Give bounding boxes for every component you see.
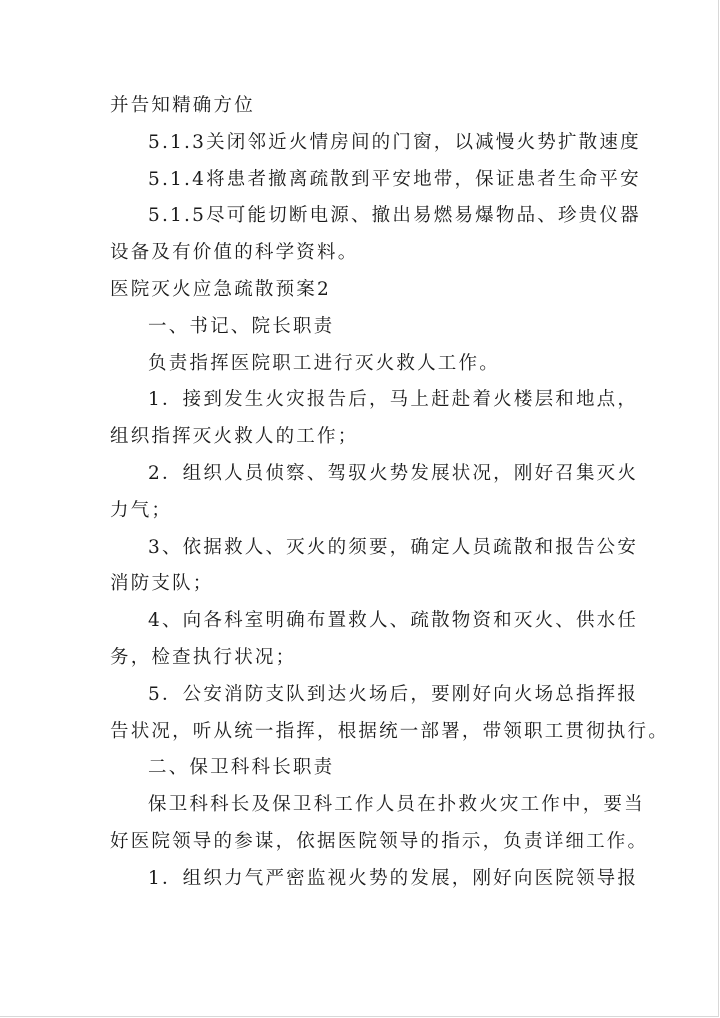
document-body xyxy=(110,88,669,898)
heading-secretary-duties: 一、书记、院长职责 xyxy=(148,315,335,337)
text-line: 务，检查执行状况； xyxy=(110,646,297,668)
text-line: 1．接到发生火灾报告后，马上赶赴着火楼层和地点， xyxy=(148,389,639,411)
text-line: 消防支队； xyxy=(110,573,214,595)
text-line: 设备及有价值的科学资料。 xyxy=(110,242,359,264)
text-line: 好医院领导的参谋，依据医院领导的指示，负责详细工作。 xyxy=(110,830,649,852)
text-line: 5.1.4将患者撤离疏散到平安地带，保证患者生命平安 xyxy=(148,168,641,190)
text-line: 力气； xyxy=(110,499,173,521)
text-line: 告状况，听从统一指挥，根据统一部署，带领职工贯彻执行。 xyxy=(110,720,669,742)
text-line: 5.1.3关闭邻近火情房间的门窗，以减慢火势扩散速度 xyxy=(148,131,641,153)
text-line: 4、向各科室明确布置救人、疏散物资和灭火、供水任 xyxy=(148,610,639,632)
text-line: 2．组织人员侦察、驾驭火势发展状况，刚好召集灭火 xyxy=(148,462,639,484)
text-line: 1．组织力气严密监视火势的发展，刚好向医院领导报 xyxy=(148,867,639,889)
text-line: 并告知精确方位 xyxy=(110,95,255,116)
section-title: 医院灭火应急疏散预案2 xyxy=(110,278,331,300)
text-line: 保卫科科长及保卫科工作人员在扑救火灾工作中，要当 xyxy=(148,794,645,816)
text-line: 5．公安消防支队到达火场后，要刚好向火场总指挥报 xyxy=(148,683,639,705)
text-line: 负责指挥医院职工进行灭火救人工作。 xyxy=(148,352,500,374)
text-line: 3、依据救人、灭火的须要，确定人员疏散和报告公安 xyxy=(148,536,639,558)
text-line: 组织指挥灭火救人的工作； xyxy=(110,426,359,448)
heading-security-chief-duties: 二、保卫科科长职责 xyxy=(148,757,335,779)
text-line: 5.1.5尽可能切断电源、撤出易燃易爆物品、珍贵仪器 xyxy=(148,205,641,227)
